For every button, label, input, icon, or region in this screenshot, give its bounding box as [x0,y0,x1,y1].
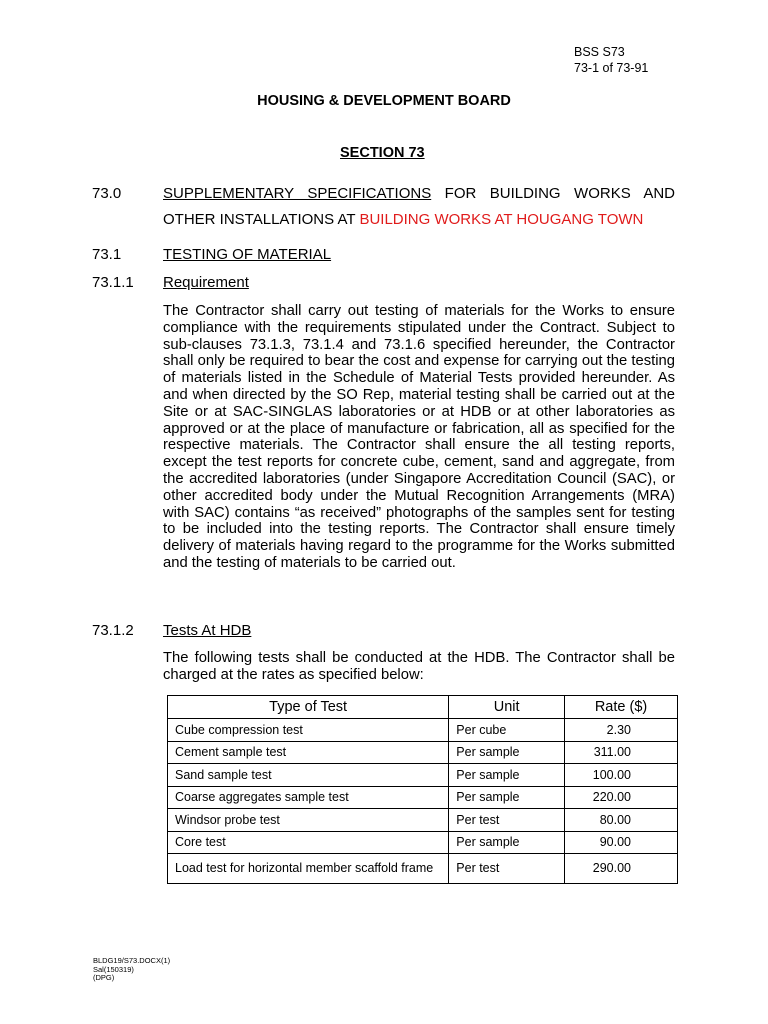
clause-73-0-line2 [163,211,643,228]
table-row [168,741,678,764]
test-rate: 311.00 [565,741,678,764]
test-unit: Per cube [449,719,565,742]
section-title: SECTION 73 [340,145,425,161]
org-title: HOUSING & DEVELOPMENT BOARD [257,93,511,109]
rates-table [167,695,678,884]
header-type-of-test: Type of Test [168,696,449,719]
footer-revision: Sal(150319) [93,964,134,974]
test-rate: 100.00 [565,764,678,787]
table-row [168,786,678,809]
clause-73-0-line2-red: BUILDING WORKS AT HOUGANG TOWN [359,211,644,228]
clause-73-0-line2-prefix: OTHER INSTALLATIONS AT [163,211,356,228]
table-row [168,764,678,787]
test-unit: Per test [449,809,565,832]
test-unit: Per sample [449,741,565,764]
test-type: Sand sample test [168,764,449,787]
table-row [168,719,678,742]
table-row [168,831,678,854]
clause-73-1-1-number: 73.1.1 [92,274,134,291]
clause-73-1-1-title: Requirement [163,274,249,291]
clause-73-0-rest: FOR BUILDING WORKS AND [444,185,675,202]
test-type: Cube compression test [168,719,449,742]
clause-73-1-2-title: Tests At HDB [163,622,252,639]
test-rate: 2.30 [565,719,678,742]
test-unit: Per sample [449,831,565,854]
header-rate: Rate ($) [565,696,678,719]
test-type: Load test for horizontal member scaffold frame [168,854,449,884]
test-rate: 220.00 [565,786,678,809]
test-rate: 290.00 [565,854,678,884]
doc-ref: BSS S73 [574,45,625,59]
test-type: Coarse aggregates sample test [168,786,449,809]
clause-73-1-2-body: The following tests shall be conducted at the HDB. The Contractor shall be charged at the rates as specified below: [163,650,675,683]
footer-department: (DPG) [93,973,115,982]
clause-73-1-number: 73.1 [92,246,122,263]
clause-73-1-1-body: The Contractor shall carry out testing of materials for the Works to ensure compliance with the requirements stipulated under the Contract. Subject to sub-clauses 73.1.3, 73.1.4 and 73.1.6 specified hereunder, the Contractor shall only be required to bear the cost and expense for carrying out the testing of materials listed in the Schedule of Material Tests provided hereunder. As and when directed by the SO Rep, material testing shall be carried out at the Site or at SAC-SINGLAS laboratories or at HDB or at other laboratories as approved or at the place of manufacture or fabrication, all as specified for the respective materials. The Contractor shall ensure the all testing reports, except the test reports for concrete cube, cement, sand and aggregate, from the accredited laboratories (under Singapore Accreditation Council (SAC), or other accredited body under the Mutual Recognition Arrangements (MRA) with SAC) contains “as received” photographs of the samples sent for testing to be included into the testing reports. The Contractor shall ensure timely delivery of materials having regard to the programme for the Works submitted and the testing of materials to be carried out. [163,303,675,571]
document-reference [574,44,648,76]
header-unit: Unit [449,696,565,719]
table-row [168,809,678,832]
test-type: Windsor probe test [168,809,449,832]
clause-73-1-title: TESTING OF MATERIAL [163,246,332,263]
page-ref: 73-1 of 73-91 [574,61,649,75]
table-row [168,854,678,884]
test-rate: 80.00 [565,809,678,832]
test-rate: 90.00 [565,831,678,854]
footer-filename: BLDG19/S73.DOCX(1) [93,956,171,965]
clause-73-0-line1 [163,185,675,202]
clause-73-0-number: 73.0 [92,185,122,202]
test-unit: Per sample [449,786,565,809]
test-unit: Per test [449,854,565,884]
table-header-row [168,696,678,719]
clause-73-1-2-number: 73.1.2 [92,622,134,639]
test-unit: Per sample [449,764,565,787]
test-type: Core test [168,831,449,854]
document-footer [93,957,170,983]
test-type: Cement sample test [168,741,449,764]
clause-73-0-underlined: SUPPLEMENTARY SPECIFICATIONS [163,185,432,202]
